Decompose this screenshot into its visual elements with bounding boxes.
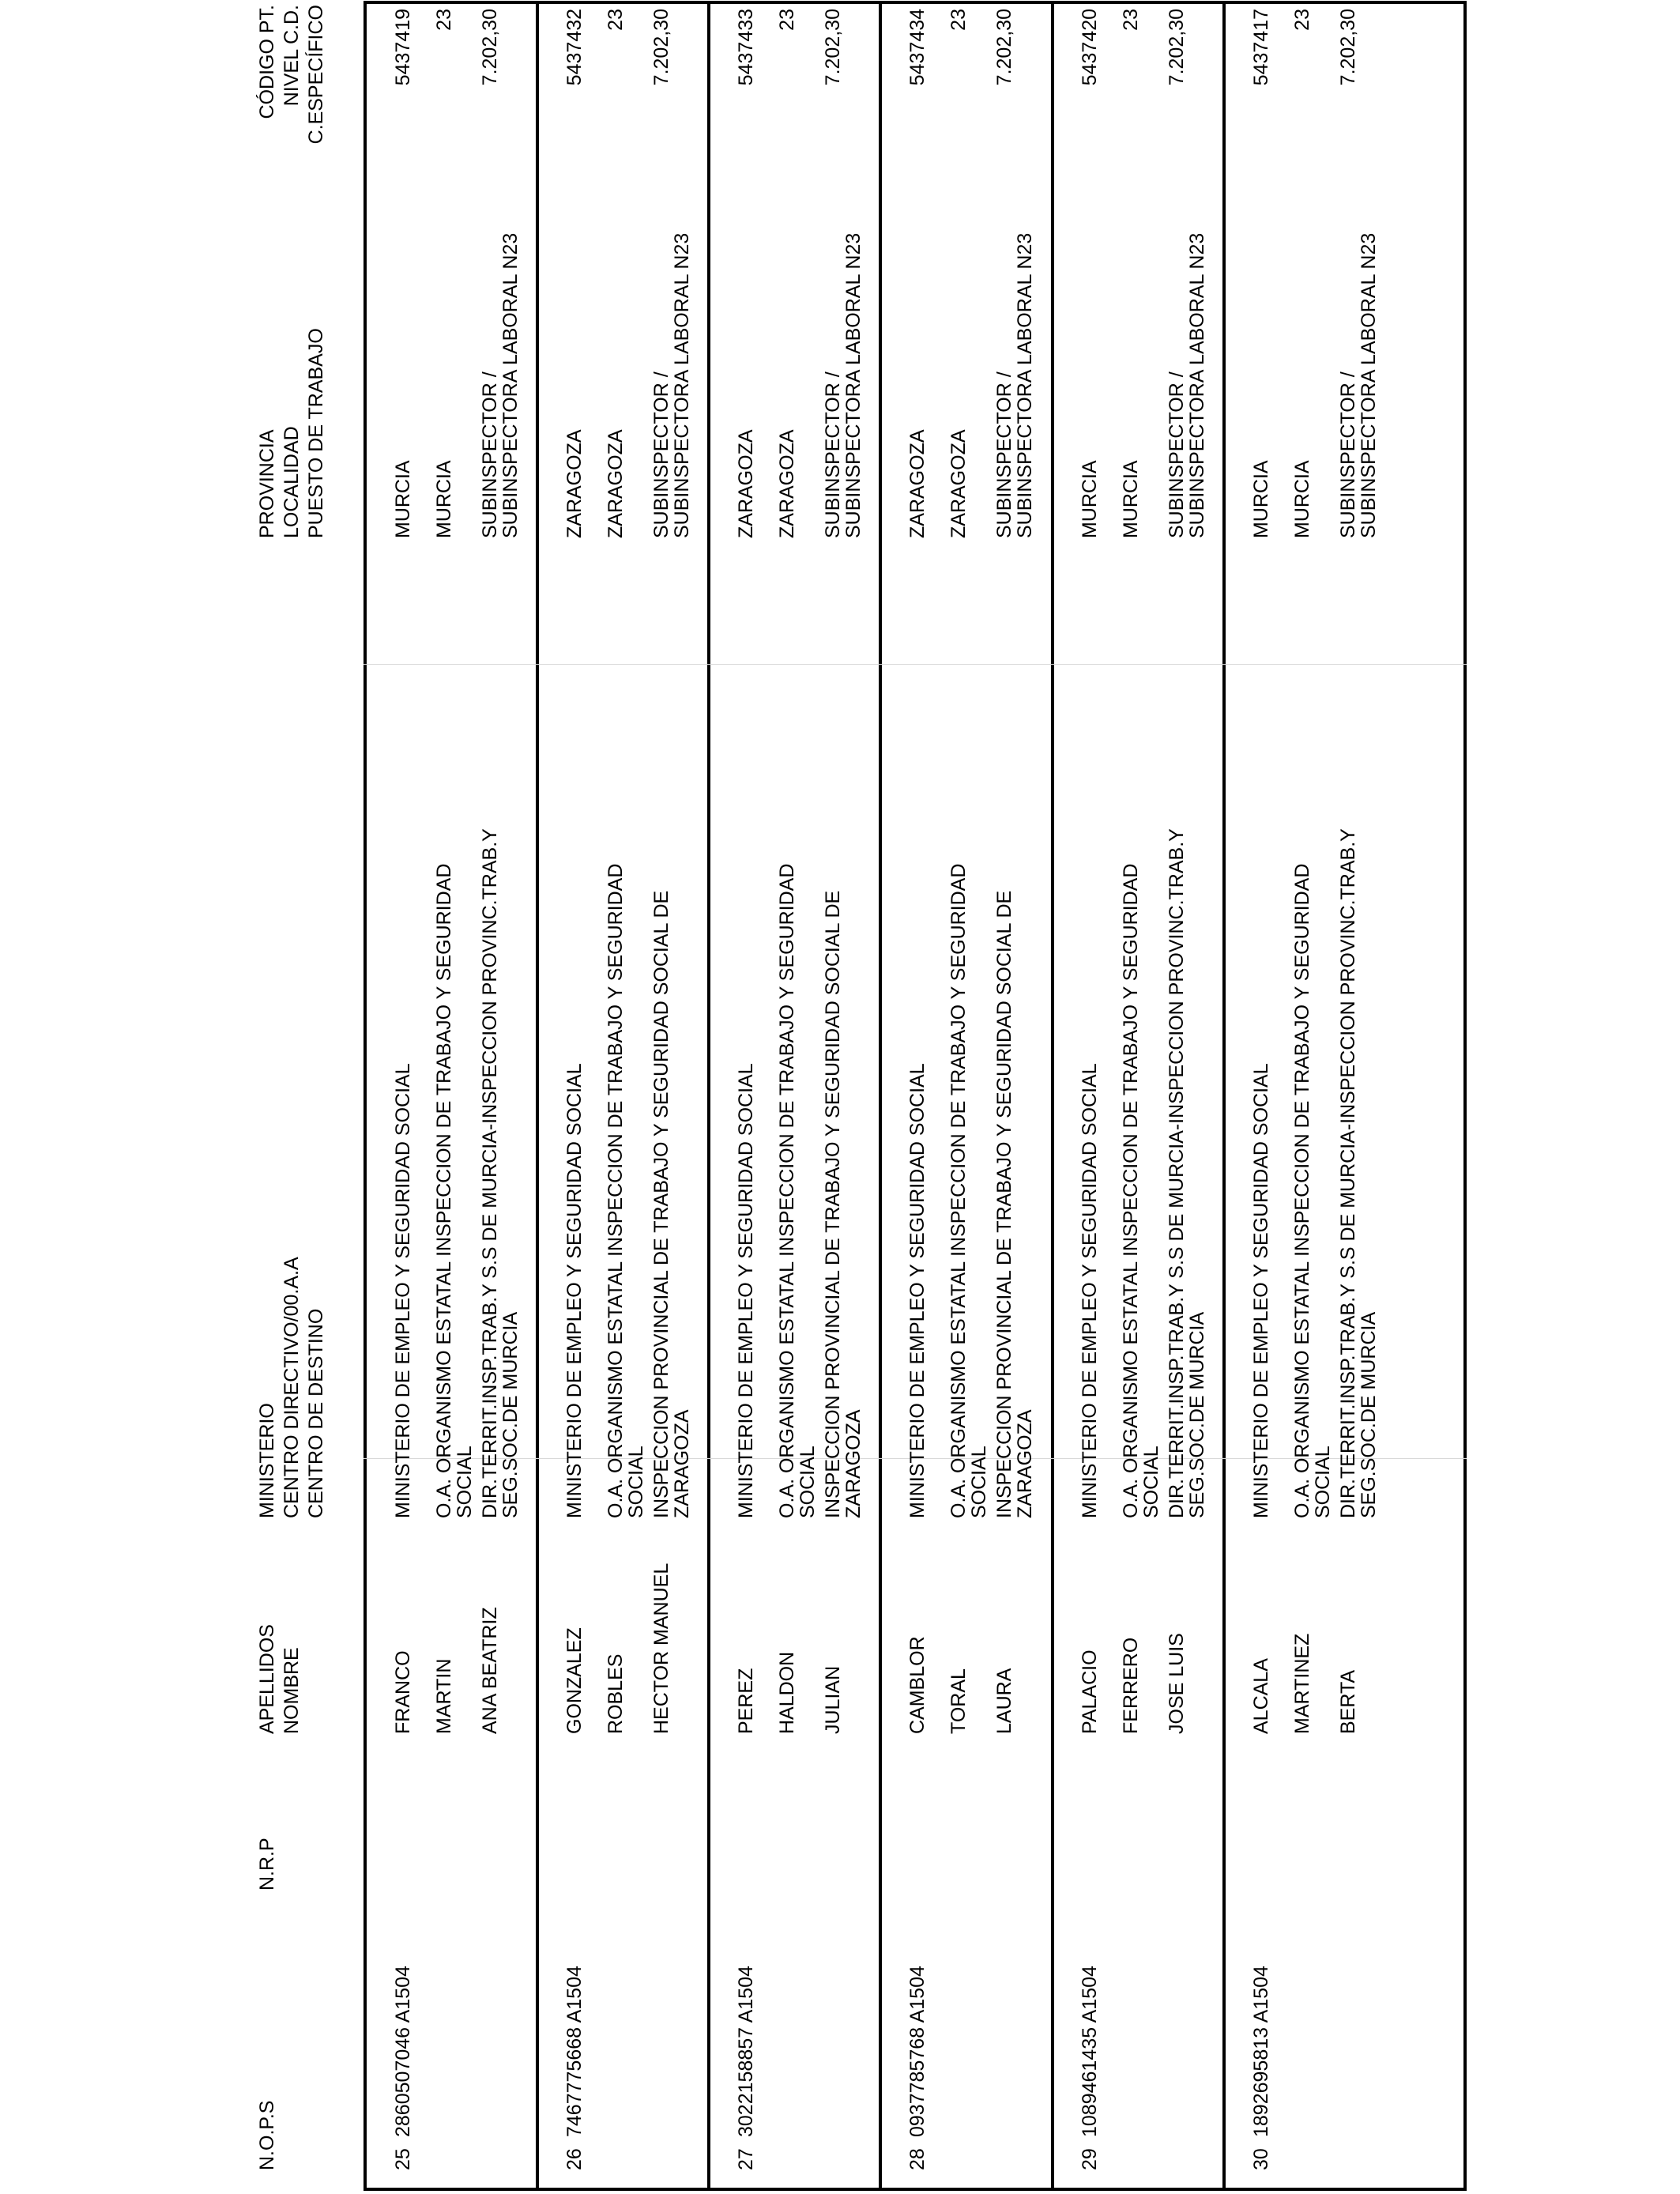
cell-apellido1: GONZALEZ bbox=[563, 1627, 586, 1734]
cell-localidad: MURCIA bbox=[433, 460, 455, 538]
cell-provincia: ZARAGOZA bbox=[563, 429, 586, 538]
cell-nivel-cd: 23 bbox=[1120, 9, 1142, 31]
row-divider bbox=[1051, 1, 1054, 2191]
cell-centro-destino: INSPECCION PROVINCIAL DE TRABAJO Y SEGURIDAD SOCIAL DE bbox=[822, 890, 844, 1518]
cell-c-especifico: 7.202,30 bbox=[1337, 9, 1359, 86]
cell-nivel-cd: 23 bbox=[947, 9, 970, 31]
cell-puesto: SUBINSPECTOR / bbox=[650, 371, 672, 538]
header-provincia: PROVINCIA bbox=[256, 429, 278, 538]
cell-provincia: ZARAGOZA bbox=[735, 429, 757, 538]
cell-puesto: SUBINSPECTOR / bbox=[822, 371, 844, 538]
cell-nombre: JULIAN bbox=[822, 1665, 844, 1734]
header-nrp: N.R.P bbox=[256, 1838, 278, 1891]
cell-c-especifico: 7.202,30 bbox=[993, 9, 1015, 86]
cell-nombre: JOSE LUIS bbox=[1166, 1633, 1188, 1734]
cell-codigo-pt: 5437417 bbox=[1250, 9, 1272, 86]
cell-nops: 28 bbox=[906, 2148, 929, 2170]
cell-puesto-cont: SUBINSPECTORA LABORAL N23 bbox=[1358, 232, 1380, 538]
cell-puesto-cont: SUBINSPECTORA LABORAL N23 bbox=[671, 232, 693, 538]
cell-centro-destino-cont: SEG.SOC.DE MURCIA bbox=[1186, 1311, 1208, 1518]
cell-puesto-cont: SUBINSPECTORA LABORAL N23 bbox=[499, 232, 522, 538]
cell-puesto-cont: SUBINSPECTORA LABORAL N23 bbox=[1014, 232, 1036, 538]
cell-nivel-cd: 23 bbox=[605, 9, 627, 31]
cell-nrp: 3022158857 A1504 bbox=[735, 1966, 757, 2137]
cell-nrp: 1892695813 A1504 bbox=[1250, 1966, 1272, 2137]
cell-codigo-pt: 5437419 bbox=[392, 9, 414, 86]
cell-provincia: ZARAGOZA bbox=[906, 429, 929, 538]
cell-nrp: 1089461435 A1504 bbox=[1079, 1966, 1101, 2137]
cell-centro-directivo: O.A. ORGANISMO ESTATAL INSPECCION DE TRABAJO Y SEGURIDAD bbox=[1291, 863, 1313, 1518]
header-nops: N.O.P.S bbox=[256, 2100, 278, 2170]
header-apellidos: APELLIDOS bbox=[256, 1624, 278, 1734]
cell-c-especifico: 7.202,30 bbox=[1166, 9, 1188, 86]
cell-c-especifico: 7.202,30 bbox=[650, 9, 672, 86]
cell-nrp: 7467775668 A1504 bbox=[563, 1966, 586, 2137]
cell-centro-destino: DIR.TERRIT.INSP.TRAB.Y S.S DE MURCIA-INSPECCION PROVINC.TRAB.Y bbox=[479, 828, 501, 1518]
cell-centro-directivo-cont: SOCIAL bbox=[625, 1446, 647, 1518]
row-divider bbox=[1222, 1, 1226, 2191]
cell-apellido2: ROBLES bbox=[605, 1653, 627, 1734]
table-border-right bbox=[363, 1, 1467, 4]
cell-nops: 29 bbox=[1079, 2148, 1101, 2170]
row-divider bbox=[707, 1, 710, 2191]
cell-nrp: 0937785768 A1504 bbox=[906, 1966, 929, 2137]
table-border-top bbox=[363, 1, 367, 2191]
cell-centro-directivo: O.A. ORGANISMO ESTATAL INSPECCION DE TRABAJO Y SEGURIDAD bbox=[776, 863, 798, 1518]
cell-nombre: ANA BEATRIZ bbox=[479, 1607, 501, 1734]
header-puesto: PUESTO DE TRABAJO bbox=[305, 328, 327, 538]
cell-nivel-cd: 23 bbox=[433, 9, 455, 31]
cell-codigo-pt: 5437420 bbox=[1079, 9, 1101, 86]
cell-centro-destino-cont: ZARAGOZA bbox=[842, 1409, 864, 1518]
cell-nivel-cd: 23 bbox=[776, 9, 798, 31]
cell-apellido2: MARTIN bbox=[433, 1658, 455, 1734]
cell-ministerio: MINISTERIO DE EMPLEO Y SEGURIDAD SOCIAL bbox=[1250, 1063, 1272, 1518]
cell-puesto: SUBINSPECTOR / bbox=[479, 371, 501, 538]
cell-ministerio: MINISTERIO DE EMPLEO Y SEGURIDAD SOCIAL bbox=[1079, 1063, 1101, 1518]
cell-apellido1: PALACIO bbox=[1079, 1649, 1101, 1734]
cell-centro-directivo-cont: SOCIAL bbox=[797, 1446, 819, 1518]
cell-ministerio: MINISTERIO DE EMPLEO Y SEGURIDAD SOCIAL bbox=[906, 1063, 929, 1518]
cell-apellido1: CAMBLOR bbox=[906, 1636, 929, 1734]
cell-nops: 25 bbox=[392, 2148, 414, 2170]
cell-centro-destino-cont: ZARAGOZA bbox=[1014, 1409, 1036, 1518]
cell-centro-directivo: O.A. ORGANISMO ESTATAL INSPECCION DE TRABAJO Y SEGURIDAD bbox=[1120, 863, 1142, 1518]
cell-centro-destino: DIR.TERRIT.INSP.TRAB.Y S.S DE MURCIA-INSPECCION PROVINC.TRAB.Y bbox=[1166, 828, 1188, 1518]
cell-centro-destino-cont: SEG.SOC.DE MURCIA bbox=[1358, 1311, 1380, 1518]
cell-nombre: LAURA bbox=[993, 1668, 1015, 1734]
cell-centro-destino-cont: SEG.SOC.DE MURCIA bbox=[499, 1311, 522, 1518]
cell-apellido2: TORAL bbox=[947, 1668, 970, 1734]
header-centro-directivo: CENTRO DIRECTIVO/00.A.A bbox=[281, 1257, 303, 1518]
header-centro-destino: CENTRO DE DESTINO bbox=[305, 1308, 327, 1518]
cell-puesto: SUBINSPECTOR / bbox=[993, 371, 1015, 538]
header-codigo-pt: CÓDIGO PT. bbox=[256, 5, 278, 119]
cell-centro-destino: DIR.TERRIT.INSP.TRAB.Y S.S DE MURCIA-INSPECCION PROVINC.TRAB.Y bbox=[1337, 828, 1359, 1518]
cell-puesto: SUBINSPECTOR / bbox=[1166, 371, 1188, 538]
fold-line bbox=[363, 664, 1467, 665]
cell-nrp: 2860507046 A1504 bbox=[392, 1966, 414, 2137]
cell-provincia: MURCIA bbox=[392, 460, 414, 538]
header-c-especifico: C.ESPECÍFICO bbox=[305, 5, 327, 145]
cell-centro-destino-cont: ZARAGOZA bbox=[671, 1409, 693, 1518]
cell-centro-directivo-cont: SOCIAL bbox=[968, 1446, 990, 1518]
cell-localidad: MURCIA bbox=[1291, 460, 1313, 538]
cell-apellido1: FRANCO bbox=[392, 1650, 414, 1734]
cell-centro-directivo-cont: SOCIAL bbox=[1140, 1446, 1162, 1518]
row-divider bbox=[879, 1, 882, 2191]
cell-localidad: ZARAGOZA bbox=[776, 429, 798, 538]
cell-apellido2: MARTINEZ bbox=[1291, 1633, 1313, 1734]
cell-centro-directivo-cont: SOCIAL bbox=[1312, 1446, 1334, 1518]
row-divider bbox=[536, 1, 539, 2191]
cell-centro-destino: INSPECCION PROVINCIAL DE TRABAJO Y SEGURIDAD SOCIAL DE bbox=[650, 890, 672, 1518]
cell-c-especifico: 7.202,30 bbox=[822, 9, 844, 86]
cell-nivel-cd: 23 bbox=[1291, 9, 1313, 31]
cell-c-especifico: 7.202,30 bbox=[479, 9, 501, 86]
cell-codigo-pt: 5437434 bbox=[906, 9, 929, 86]
header-ministerio: MINISTERIO bbox=[256, 1403, 278, 1518]
cell-apellido2: HALDON bbox=[776, 1651, 798, 1734]
cell-provincia: MURCIA bbox=[1079, 460, 1101, 538]
cell-apellido1: PEREZ bbox=[735, 1668, 757, 1734]
header-nivel-cd: NIVEL C.D. bbox=[281, 5, 303, 107]
cell-puesto-cont: SUBINSPECTORA LABORAL N23 bbox=[842, 232, 864, 538]
cell-apellido2: FERRERO bbox=[1120, 1637, 1142, 1734]
cell-nombre: HECTOR MANUEL bbox=[650, 1563, 672, 1734]
cell-centro-directivo: O.A. ORGANISMO ESTATAL INSPECCION DE TRABAJO Y SEGURIDAD bbox=[433, 863, 455, 1518]
cell-centro-destino: INSPECCION PROVINCIAL DE TRABAJO Y SEGURIDAD SOCIAL DE bbox=[993, 890, 1015, 1518]
cell-ministerio: MINISTERIO DE EMPLEO Y SEGURIDAD SOCIAL bbox=[735, 1063, 757, 1518]
table-border-left bbox=[363, 2188, 1467, 2191]
cell-centro-directivo-cont: SOCIAL bbox=[454, 1446, 476, 1518]
cell-codigo-pt: 5437432 bbox=[563, 9, 586, 86]
cell-nops: 26 bbox=[563, 2148, 586, 2170]
cell-localidad: MURCIA bbox=[1120, 460, 1142, 538]
table-border-bottom bbox=[1463, 1, 1467, 2191]
cell-nops: 30 bbox=[1250, 2148, 1272, 2170]
cell-nops: 27 bbox=[735, 2148, 757, 2170]
cell-ministerio: MINISTERIO DE EMPLEO Y SEGURIDAD SOCIAL bbox=[392, 1063, 414, 1518]
cell-puesto: SUBINSPECTOR / bbox=[1337, 371, 1359, 538]
cell-ministerio: MINISTERIO DE EMPLEO Y SEGURIDAD SOCIAL bbox=[563, 1063, 586, 1518]
header-nombre: NOMBRE bbox=[281, 1647, 303, 1734]
cell-localidad: ZARAGOZA bbox=[947, 429, 970, 538]
cell-puesto-cont: SUBINSPECTORA LABORAL N23 bbox=[1186, 232, 1208, 538]
cell-localidad: ZARAGOZA bbox=[605, 429, 627, 538]
header-localidad: LOCALIDAD bbox=[281, 426, 303, 538]
cell-nombre: BERTA bbox=[1337, 1669, 1359, 1734]
cell-codigo-pt: 5437433 bbox=[735, 9, 757, 86]
cell-apellido1: ALCALA bbox=[1250, 1658, 1272, 1734]
cell-centro-directivo: O.A. ORGANISMO ESTATAL INSPECCION DE TRABAJO Y SEGURIDAD bbox=[947, 863, 970, 1518]
cell-provincia: MURCIA bbox=[1250, 460, 1272, 538]
cell-centro-directivo: O.A. ORGANISMO ESTATAL INSPECCION DE TRABAJO Y SEGURIDAD bbox=[605, 863, 627, 1518]
